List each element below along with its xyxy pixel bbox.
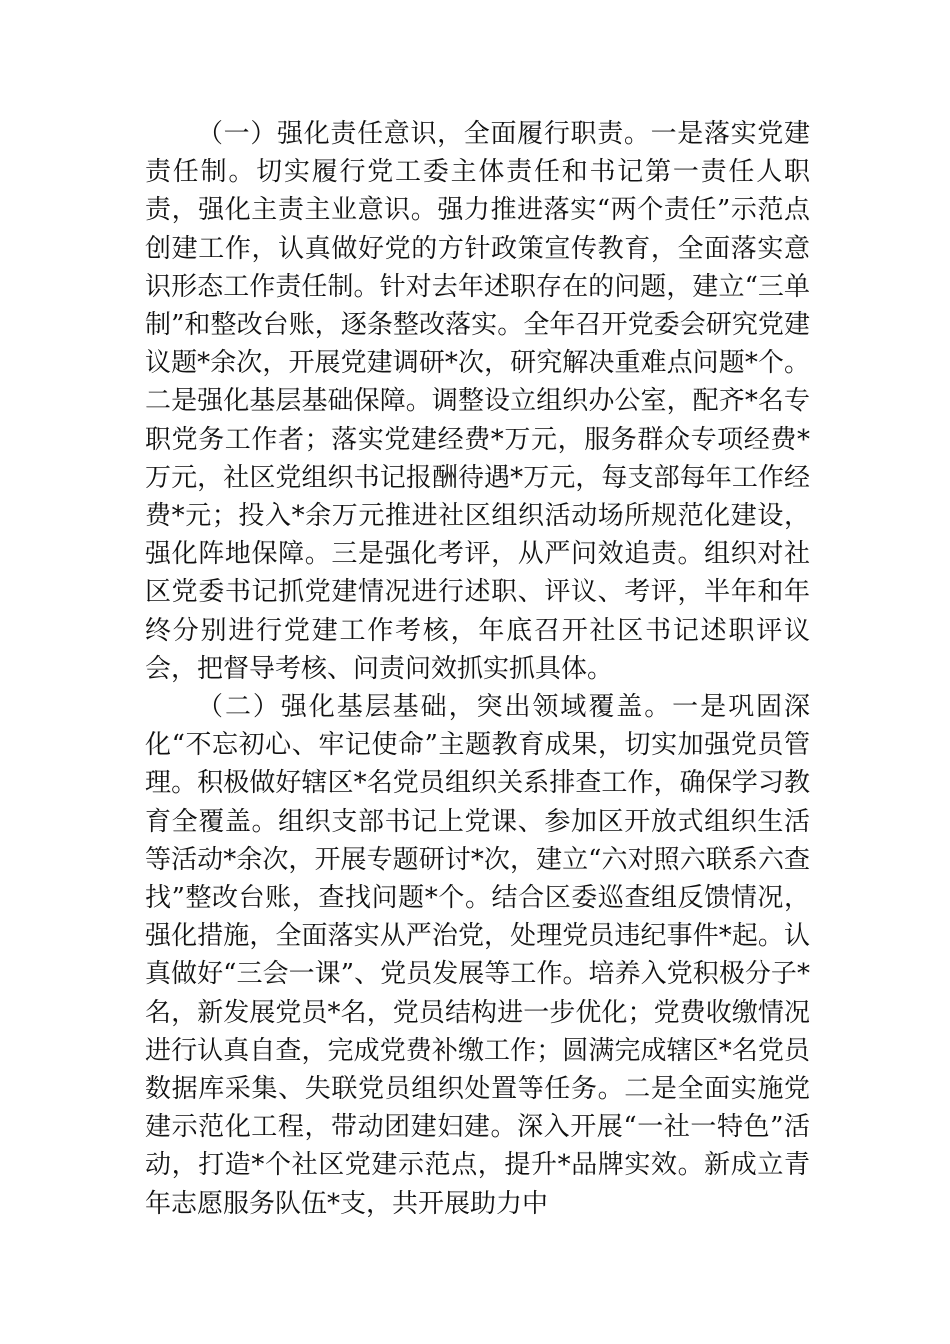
paragraph-responsibility: （一）强化责任意识，全面履行职责。一是落实党建责任制。切实履行党工委主体责任和书记第一责任人职责，强化主责主业意识。强力推进落实“两个责任”示范点创建工作，认真做好党的方针政策宣传教育，全面落实意识形态工作责任制。针对去年述职存在的问题，建立“三单制”和整改台账，逐条整改落实。全年召开党委会研究党建议题*余次，开展党建调研*次，研究解决重难点问题*个。二是强化基层基础保障。调整设立组织办公室，配齐*名专职党务工作者；落实党建经费*万元，服务群众专项经费*万元，社区党组织书记报酬待遇*万元，每支部每年工作经费*元；投入*余万元推进社区组织活动场所规范化建设，强化阵地保障。三是强化考评，从严问效追责。组织对社区党委书记抓党建情况进行述职、评议、考评，半年和年终分别进行党建工作考核，年底召开社区书记述职评议会，把督导考核、问责问效抓实抓具体。 — [145, 119, 810, 684]
document-body — [145, 115, 810, 1223]
paragraph-grassroots: （二）强化基层基础，突出领域覆盖。一是巩固深化“不忘初心、牢记使命”主题教育成果，切实加强党员管理。积极做好辖区*名党员组织关系排查工作，确保学习教育全覆盖。组织支部书记上党课、参加区开放式组织生活等活动*余次，开展专题研讨*次，建立“六对照六联系六查找”整改台账，查找问题*个。结合区委巡查组反馈情况，强化措施，全面落实从严治党，处理党员违纪事件*起。认真做好“三会一课”、党员发展等工作。培养入党积极分子*名，新发展党员*名，党员结构进一步优化；党费收缴情况进行认真自查，完成党费补缴工作；圆满完成辖区*名党员数据库采集、失联党员组织处置等任务。二是全面实施党建示范化工程，带动团建妇建。深入开展“一社一特色”活动，打造*个社区党建示范点，提升*品牌实效。新成立青年志愿服务队伍*支，共开展助力中 — [145, 692, 810, 1219]
